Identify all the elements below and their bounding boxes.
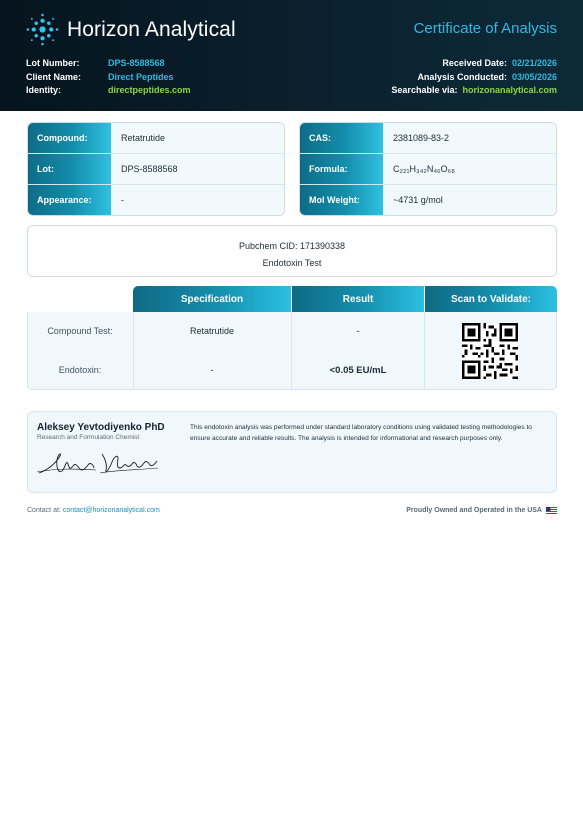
header-banner [0,0,583,111]
compound-label: Compound: [28,123,111,153]
appearance-row [28,185,284,215]
compound-test-label: Compound Test: [47,326,113,336]
searchable-via-link[interactable]: horizonanalytical.com [462,85,557,95]
formula-row [300,154,556,185]
endotoxin-result: <0.05 EU/mL [329,365,387,376]
identity-value[interactable]: directpeptides.com [108,85,191,95]
appearance-value: - [111,185,284,215]
lot-row [28,154,284,185]
identity-label: Identity: [26,85,61,95]
brand-name: Horizon Analytical [67,17,236,41]
compound-row [28,123,284,154]
client-name-label: Client Name: [26,71,82,82]
document-title: Certificate of Analysis [413,20,557,37]
pubchem-box [27,225,557,277]
chemist-name: Aleksey Yevtodiyenko PhD [37,422,165,433]
compound-value: Retatrutide [111,123,284,153]
horizon-logo-icon [26,13,59,46]
lot-value: DPS-8588568 [111,154,284,184]
contact-label: Contact at: [27,507,61,514]
handwritten-signature-icon [36,448,161,480]
searchable-via-label: Searchable via: [391,85,458,95]
analysis-statement: This endotoxin analysis was performed under standard laboratory conditions using validated testing methodologies to ensure accurate and reliable results. The analysis is intended for informational and research purposes only. [190,424,532,442]
endotoxin-spec: - [210,365,214,375]
formula-label: Formula: [300,154,383,184]
mol-weight-label: Mol Weight: [300,185,383,215]
endotoxin-label: Endotoxin: [58,365,102,375]
received-date-value: 02/21/2026 [511,58,557,68]
cas-label: CAS: [300,123,383,153]
contact-line [27,507,160,514]
made-in-usa-text: Proudly Owned and Operated in the USA [406,507,542,514]
test-type: Endotoxin Test [262,258,322,268]
formula-value: C₂₂₁H₃₄₂N₄₆O₆₈ [383,154,556,184]
appearance-label: Appearance: [28,185,111,215]
column-divider [291,312,292,390]
brand [26,13,236,46]
scan-to-validate-header: Scan to Validate: [425,286,557,312]
qr-code-icon[interactable] [462,323,518,379]
cas-row [300,123,556,154]
lot-number-label: Lot Number: [26,58,80,68]
test-results-table [27,286,557,390]
made-in-usa [406,507,557,514]
us-flag-icon [546,507,557,514]
chemist-role: Research and Formulation Chemist [37,434,140,441]
contact-email-link[interactable]: contact@horizonanalytical.com [62,507,160,514]
column-divider [133,312,134,390]
chemistry-card [299,122,557,216]
compound-card [27,122,285,216]
mol-weight-value: ~4731 g/mol [383,185,556,215]
specification-header: Specification [133,286,291,312]
signature-box [27,411,557,493]
date-details [391,57,557,98]
result-header: Result [292,286,424,312]
mol-weight-row [300,185,556,215]
pubchem-cid: Pubchem CID: 171390338 [238,241,346,251]
client-name-value: Direct Peptides [108,71,174,82]
compound-test-result: - [356,326,360,336]
lot-details [26,57,191,98]
lot-label: Lot: [28,154,111,184]
received-date-label: Received Date: [442,58,507,68]
analysis-conducted-value: 03/05/2026 [511,71,557,82]
lot-number-value: DPS-8588568 [108,58,165,68]
analysis-conducted-label: Analysis Conducted: [417,71,507,82]
column-divider [424,312,425,390]
cas-value: 2381089-83-2 [383,123,556,153]
compound-test-spec: Retatrutide [189,326,235,336]
